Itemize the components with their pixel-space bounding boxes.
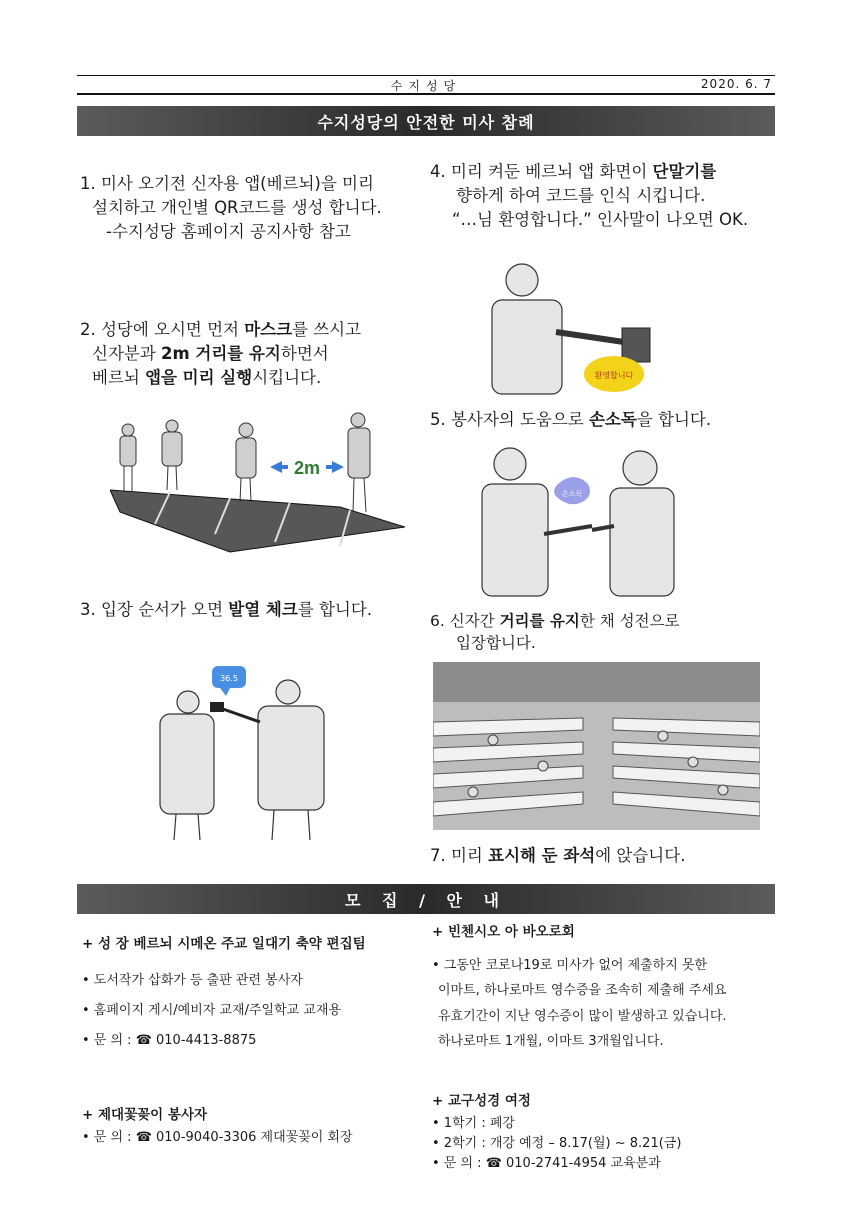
step-5 (430, 408, 775, 432)
notice-right-1-line-3: 유효기간이 지난 영수증이 많이 발생하고 있습니다. (438, 1008, 727, 1024)
header-top-rule (77, 75, 775, 76)
step-1-line-2: 설치하고 개인별 QR코드를 생성 합니다. (92, 197, 382, 217)
step-7-bold-seat: 표시해 둔 좌석 (488, 846, 596, 865)
step-6-text-a: 6. 신자간 (430, 612, 500, 630)
step-6-text-b: 한 채 성전으로 (579, 612, 680, 630)
step-6-bold-distance: 거리를 유지 (499, 612, 580, 630)
notice-left-2-title: + 제대꽃꽂이 봉사자 (82, 1107, 208, 1123)
notice-left-1 (82, 934, 422, 1051)
notice-right-2-item-2: • 2학기 : 개강 예정 – 8.17(월) ~ 8.21(금) (432, 1136, 682, 1152)
step-4-text-a: 4. 미리 켜둔 베르뇌 앱 화면이 (430, 162, 653, 181)
notice-left-1-item-3: • 문 의 : ☎ 010-4413-8875 (82, 1033, 257, 1049)
temp-bubble-text: 36.5 (220, 674, 238, 683)
notice-right-2-item-1: • 1학기 : 폐강 (432, 1115, 515, 1131)
step-3 (80, 598, 420, 622)
step-3-bold-fever: 발열 체크 (228, 600, 298, 619)
notice-left-1-item-2: • 홈페이지 게시/예비자 교재/주일학교 교재용 (82, 1003, 342, 1019)
step-1-line-3: -수지성당 홈페이지 공지사항 참고 (106, 221, 351, 241)
notice-left-2 (82, 1105, 422, 1148)
step-2-text-f: 시킵니다. (252, 367, 322, 387)
notice-left-1-title: + 성 장 베르뇌 시메온 주교 일대기 축약 편집팀 (82, 936, 366, 952)
step-7-text-a: 7. 미리 (430, 846, 489, 865)
qr-scan-illustration (486, 254, 666, 396)
step-2-bold-mask: 마스크 (244, 320, 293, 339)
step-2-text-e: 베르뇌 (92, 367, 146, 387)
step-1-line-1: 1. 미사 오기전 신자용 앱(베르뇌)을 미리 (80, 174, 374, 193)
notice-right-1-line-2: 이마트, 하나로마트 영수증을 조속히 제출해 주세요 (438, 983, 727, 999)
step-2-text-c: 신자분과 (92, 343, 162, 363)
sanitize-bubble-text: 손소독 (561, 490, 583, 498)
notice-banner-title: 모 집 / 안 내 (345, 890, 507, 910)
step-3-text-a: 3. 입장 순서가 오면 (80, 600, 229, 619)
notice-left-1-item-1: • 도서작가 삽화가 등 출판 관련 봉사자 (82, 972, 303, 988)
notice-right-1-line-1: • 그동안 코로나19로 미사가 없어 제출하지 못한 (432, 957, 708, 973)
step-2-text-d: 하면서 (280, 343, 329, 363)
step-6 (430, 610, 775, 655)
step-2-bold-app: 앱을 미리 실행 (145, 367, 253, 387)
notice-left-2-item-1: • 문 의 : ☎ 010-9040-3306 제대꽃꽂이 회장 (82, 1129, 353, 1145)
header-bottom-rule (77, 93, 775, 95)
step-5-text-a: 5. 봉사자의 도움으로 (430, 410, 589, 429)
step-7 (430, 844, 775, 868)
notice-right-1-title: + 빈첸시오 아 바오로회 (432, 924, 575, 940)
notice-right-2-item-3: • 문 의 : ☎ 010-2741-4954 교육분과 (432, 1156, 661, 1172)
church-pews-illustration (433, 662, 760, 830)
step-3-text-b: 를 합니다. (297, 600, 373, 619)
step-4-bold-terminal: 단말기를 (652, 162, 717, 181)
step-6-line-2: 입장합니다. (456, 634, 536, 653)
notice-banner (77, 884, 775, 914)
sanitize-illustration (474, 438, 680, 598)
notice-right-2 (432, 1091, 777, 1174)
distance-label: 2m (293, 458, 321, 478)
step-4 (430, 160, 775, 232)
step-2-text-a: 2. 성당에 오시면 먼저 (80, 320, 245, 339)
step-7-text-b: 에 앉습니다. (595, 846, 686, 865)
queue-distance-illustration (110, 412, 405, 554)
notice-right-2-title: + 교구성경 여정 (432, 1093, 531, 1109)
step-5-bold-sanitize: 손소독 (589, 410, 637, 429)
step-5-text-b: 을 합니다. (636, 410, 712, 429)
step-4-line-2: 향하게 하여 코드를 인식 시킵니다. (456, 185, 706, 205)
step-4-line-3: “…님 환영합니다.” 인사말이 나오면 OK. (452, 209, 749, 229)
fever-check-illustration (150, 664, 340, 842)
notice-right-1 (432, 922, 777, 1054)
step-1 (80, 172, 420, 244)
header-date: 2020. 6. 7 (700, 77, 772, 91)
welcome-sign-text: 환영합니다 (594, 371, 634, 380)
step-2-bold-distance: 2m 거리를 유지 (161, 343, 281, 363)
header-title: 수지성당 (390, 79, 462, 93)
title-banner (77, 106, 775, 136)
step-2 (80, 318, 420, 390)
banner-title: 수지성당의 안전한 미사 참례 (317, 112, 535, 132)
step-2-text-b: 를 쓰시고 (292, 320, 362, 339)
notice-right-1-line-4: 하나로마트 1개월, 이마트 3개월입니다. (438, 1033, 664, 1049)
